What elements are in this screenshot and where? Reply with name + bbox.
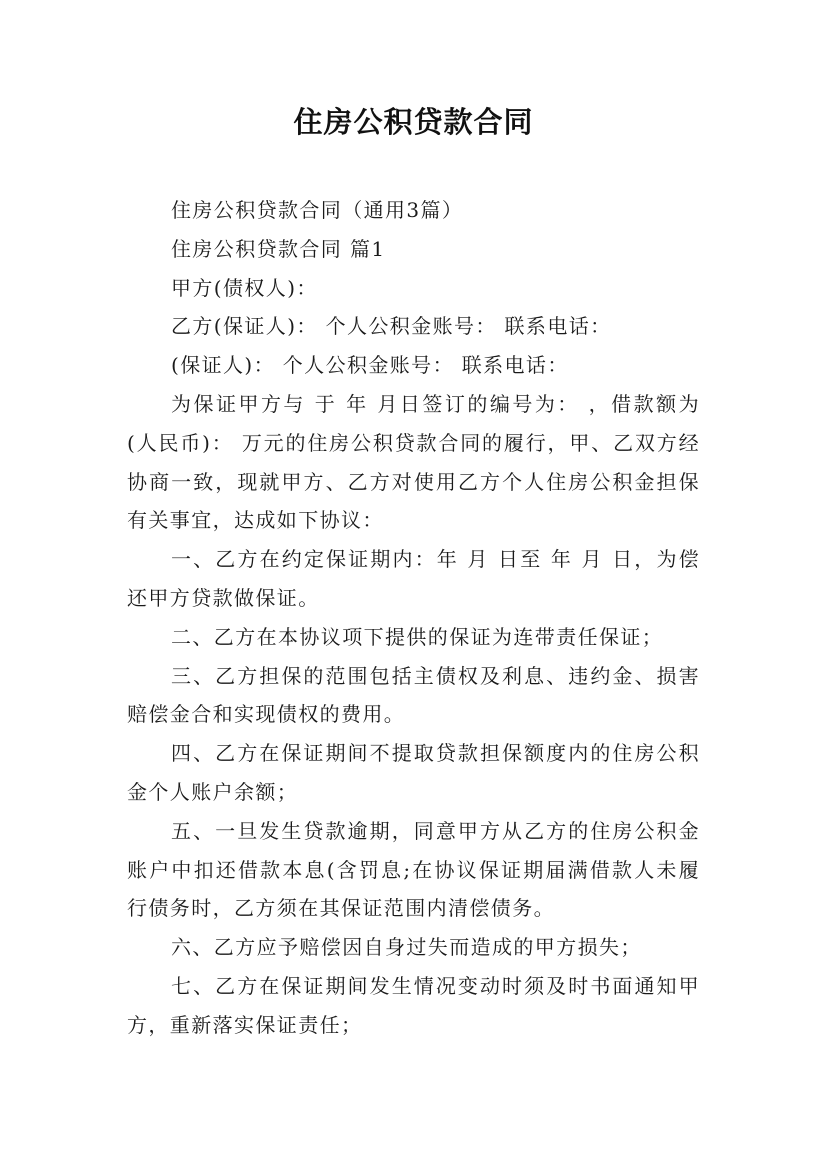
paragraph-preamble: 为保证甲方与 于 年 月日签订的编号为： ，借款额为(人民币)： 万元的住房公积贷款合同的履行，甲、乙双方经协商一致，现就甲方、乙方对使用乙方个人住房公积金担保有关事宜，达成如下协议： [127,391,700,533]
document-title: 住房公积贷款合同 [293,105,534,139]
paragraph-clause-5: 五、一旦发生贷款逾期，同意甲方从乙方的住房公积金账户中扣还借款本息(含罚息;在协议保证期届满借款人未履行债务时，乙方须在其保证范围内清偿债务。 [127,818,700,921]
paragraph-clause-7: 七、乙方在保证期间发生情况变动时须及时书面通知甲方，重新落实保证责任； [127,973,700,1037]
paragraph-guarantor: (保证人)： 个人公积金账号： 联系电话： [171,353,569,378]
paragraph-clause-2: 二、乙方在本协议项下提供的保证为连带责任保证； [171,624,664,649]
paragraph-clause-3: 三、乙方担保的范围包括主债权及利息、违约金、损害赔偿金合和实现债权的费用。 [127,663,700,727]
paragraph-section-heading: 住房公积贷款合同 篇1 [171,236,386,261]
paragraph-clause-4: 四、乙方在保证期间不提取贷款担保额度内的住房公积金个人账户余额； [127,741,700,804]
paragraph-party-a: 甲方(债权人)： [171,275,318,300]
paragraph-clause-1: 一、乙方在约定保证期内：年 月 日至 年 月 日，为偿还甲方贷款做保证。 [127,547,700,610]
paragraph-subtitle: 住房公积贷款合同（通用3篇） [171,198,464,222]
paragraph-clause-6: 六、乙方应予赔偿因自身过失而造成的甲方损失； [171,935,642,960]
paragraph-party-b: 乙方(保证人)： 个人公积金账号： 联系电话： [171,314,612,339]
document-body [127,191,700,1045]
